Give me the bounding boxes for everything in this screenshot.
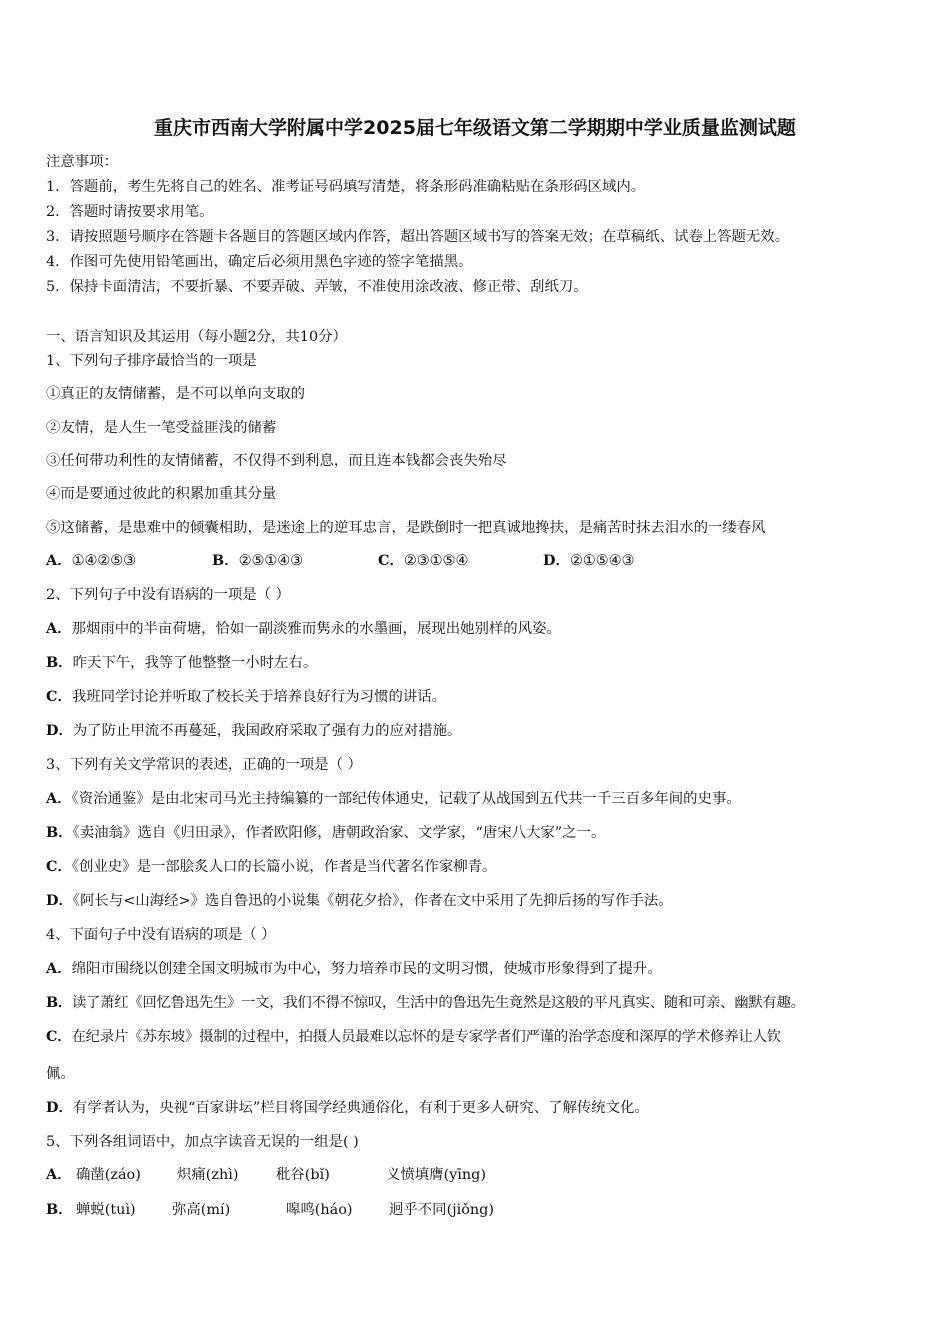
q4-option-c-continued <box>46 1064 75 1084</box>
section-heading: 一、语言知识及其运用（每小题2分，共10分） <box>46 329 347 345</box>
q1-sentence: ⑤这储蓄，是患难中的倾囊相助，是迷途上的逆耳忠言，是跌倒时一把真诚地搀扶，是痛苦时抹去泪水的一缕春风 <box>46 520 766 536</box>
question-stem: 2、下列句子中没有语病的一项是（ ） <box>46 587 290 603</box>
option-label: A． <box>46 790 72 807</box>
q2-option-d <box>46 721 461 741</box>
option-text: 为了防止甲流不再蔓延，我国政府采取了强有力的应对措施。 <box>72 723 462 739</box>
option-label: C． <box>378 552 404 569</box>
q3-option-d <box>46 891 673 911</box>
q1-option-b <box>212 551 303 571</box>
option-label: B． <box>46 824 73 841</box>
option-text: 我班同学讨论并听取了校长关于培养良好行为习惯的讲话。 <box>71 689 447 705</box>
option-text: 绵阳市围绕以创建全国文明城市为中心，努力培养市民的文明习惯，使城市形象得到了提升。 <box>71 961 662 977</box>
q4-option-d <box>46 1098 649 1118</box>
q5-word: 嗥鸣(háo) <box>286 1202 353 1218</box>
option-text: 《阿长与<山海经>》选自鲁迅的小说集《朝花夕拾》，作者在文中采用了先抑后扬的写作手法。 <box>72 893 673 909</box>
option-text: ②⑤①④③ <box>238 553 304 569</box>
option-label: B． <box>46 654 73 671</box>
option-label: C． <box>46 688 72 705</box>
option-label: A． <box>46 960 72 977</box>
option-text: 读了萧红《回忆鲁迅先生》一文，我们不得不惊叹，生活中的鲁迅先生竟然是这般的平凡真实、随和可亲、幽默有趣。 <box>71 995 805 1011</box>
q5-word: 弥高(mí) <box>172 1202 231 1218</box>
option-label: B． <box>212 552 239 569</box>
question-stem: 1、下列句子排序最恰当的一项是 <box>46 353 257 369</box>
option-text: 昨天下午，我等了他整整一小时左右。 <box>72 655 318 671</box>
option-label: D． <box>46 892 73 909</box>
q4-option-b <box>46 993 805 1013</box>
q4-option-a <box>46 959 662 979</box>
option-text: 有学者认为，央视“百家讲坛”栏目将国学经典通俗化，有利于更多人研究、了解传统文化。 <box>72 1100 649 1116</box>
notice-item: 4．作图可先使用铅笔画出，确定后必须用黑色字迹的签字笔描黑。 <box>46 254 473 270</box>
q5-word: 蝉蜕(tuì) <box>76 1202 136 1218</box>
option-label: A． <box>46 552 72 569</box>
page-title: 重庆市西南大学附属中学2025届七年级语文第二学期期中学业质量监测试题 <box>154 117 796 139</box>
q5-word: 迥乎不同(jiǒng) <box>389 1202 494 1218</box>
option-label: A． <box>46 620 72 637</box>
option-text: ②③①⑤④ <box>403 553 469 569</box>
q4-option-c <box>46 1027 781 1047</box>
option-text: ①④②⑤③ <box>71 553 137 569</box>
q1-option-a <box>46 551 136 571</box>
notice-item: 1．答题前，考生先将自己的姓名、准考证号码填写清楚，将条形码准确粘贴在条形码区域内。 <box>46 179 646 195</box>
q1-option-c <box>378 551 468 571</box>
q3-option-a <box>46 789 741 809</box>
q3-option-c <box>46 857 496 877</box>
q1-sentence: ③任何带功利性的友情储蓄，不仅得不到利息，而且连本钱都会丧失殆尽 <box>46 453 507 469</box>
option-label: C． <box>46 1028 72 1045</box>
q5-word: 炽痛(zhì) <box>177 1167 239 1183</box>
notice-item: 5．保持卡面清洁，不要折暴、不要弄破、弄皱，不准使用涂改液、修正带、刮纸刀。 <box>46 279 588 295</box>
q3-option-b <box>46 823 605 843</box>
option-text: 那烟雨中的半亩荷塘，恰如一副淡雅而隽永的水墨画，展现出她别样的风姿。 <box>71 621 561 637</box>
q2-option-b <box>46 653 317 673</box>
option-text: 佩。 <box>46 1066 75 1082</box>
q1-sentence: ①真正的友情储蓄，是不可以单向支取的 <box>46 386 306 402</box>
option-text: ②①⑤④③ <box>569 553 635 569</box>
q1-sentence: ④而是要通过彼此的积累加重其分量 <box>46 486 277 502</box>
question-stem: 3、下列有关文学常识的表述，正确的一项是（ ） <box>46 757 362 773</box>
option-label: D． <box>46 722 73 739</box>
notice-item: 2．答题时请按要求用笔。 <box>46 204 214 220</box>
q1-option-d <box>543 551 634 571</box>
q5-word: 秕谷(bǐ) <box>276 1167 330 1183</box>
option-text: 《资治通鉴》是由北宋司马光主持编纂的一部纪传体通史，记载了从战国到五代共一千三百多年间的史事。 <box>71 791 741 807</box>
option-text: 在纪录片《苏东坡》摄制的过程中，拍摄人员最难以忘怀的是专家学者们严谨的治学态度和深厚的学术修养让人钦 <box>71 1029 781 1045</box>
q2-option-c <box>46 687 446 707</box>
q5-word: 义愤填膺(yīng) <box>386 1167 487 1183</box>
option-text: 《卖油翁》选自《归田录》，作者欧阳修，唐朝政治家、文学家，“唐宋八大家”之一。 <box>72 825 606 841</box>
option-text: 《创业史》是一部脍炙人口的长篇小说，作者是当代著名作家柳青。 <box>71 859 497 875</box>
option-label: D． <box>46 1099 73 1116</box>
q5-option-b-label: B． <box>46 1201 73 1218</box>
notice-heading: 注意事项： <box>46 154 118 170</box>
question-stem: 4、下面句子中没有语病的项是（ ） <box>46 927 276 943</box>
option-label: C． <box>46 858 72 875</box>
q1-sentence: ②友情，是人生一笔受益匪浅的储蓄 <box>46 420 277 436</box>
option-label: B． <box>46 994 72 1011</box>
option-label: D． <box>543 552 570 569</box>
notice-item: 3．请按照题号顺序在答题卡各题目的答题区域内作答，超出答题区域书写的答案无效；在草稿纸、试卷上答题无效。 <box>46 229 790 245</box>
question-stem: 5、下列各组词语中，加点字读音无误的一组是( ) <box>46 1134 359 1150</box>
q5-option-a-label: A． <box>46 1166 72 1183</box>
q2-option-a <box>46 619 561 639</box>
q5-word: 确凿(záo) <box>76 1167 141 1183</box>
